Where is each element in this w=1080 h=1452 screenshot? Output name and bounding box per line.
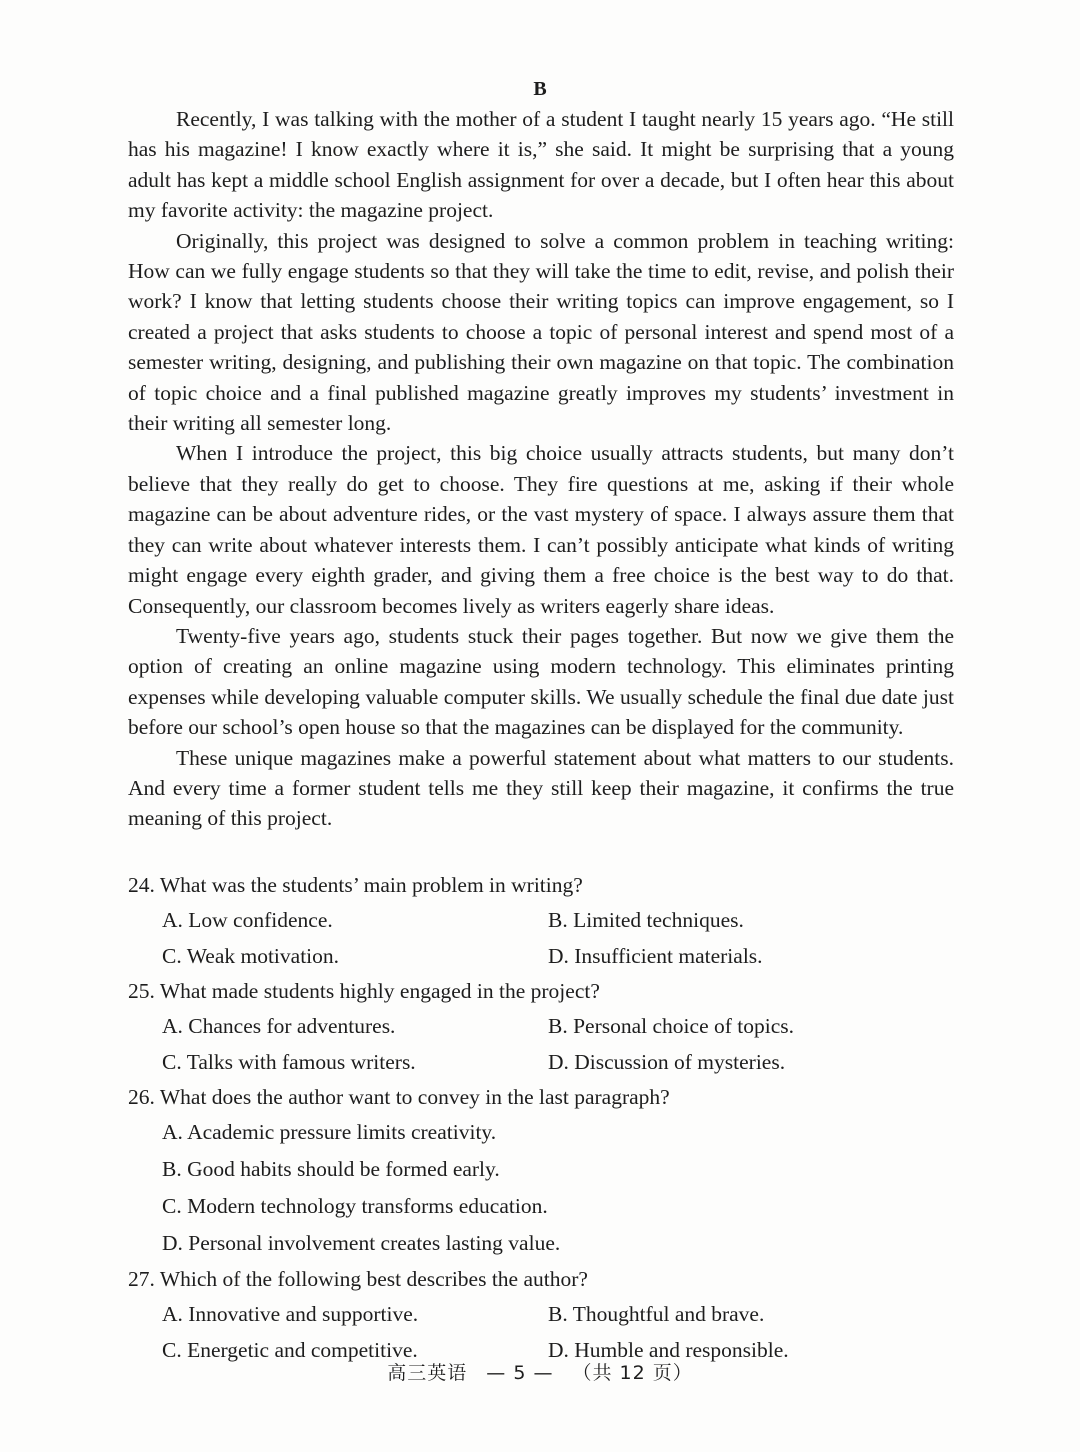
option-a: A. Academic pressure limits creativity. xyxy=(162,1120,497,1144)
option-d: D. Humble and responsible. xyxy=(548,1338,789,1362)
option-row xyxy=(128,1296,954,1332)
option-c: C. Energetic and competitive. xyxy=(162,1338,418,1362)
footer-subject: 高三英语 xyxy=(387,1362,468,1384)
section-label: B xyxy=(533,78,547,100)
option-d: D. Personal involvement creates lasting value. xyxy=(162,1231,561,1255)
paragraph-3: When I introduce the project, this big choice usually attracts students, but many don’t believe that they really do get to choose. They fire questions at me, asking if their whole magazine can be about adventure rides, or the vast mystery of space. I always assure them that they can write about whatever interests them. I can’t possibly anticipate what kinds of writing might engage every eighth grader, and giving them a free choice is the best way to do that. Consequently, our classroom becomes lively as writers eagerly share ideas. xyxy=(128,441,954,618)
question-stem: 27. Which of the following best describes the author? xyxy=(128,1267,588,1291)
page-footer xyxy=(0,1358,1080,1385)
option-b: B. Limited techniques. xyxy=(548,908,744,932)
question-stem: 25. What made students highly engaged in the project? xyxy=(128,979,600,1003)
footer-total-pages: （共 12 页） xyxy=(572,1362,693,1384)
option-row xyxy=(128,1008,954,1044)
option-d: D. Insufficient materials. xyxy=(548,944,763,968)
question-25 xyxy=(128,974,954,1080)
option-a: A. Chances for adventures. xyxy=(162,1014,396,1038)
question-24 xyxy=(128,868,954,974)
question-27 xyxy=(128,1262,954,1368)
option-d: D. Discussion of mysteries. xyxy=(548,1050,786,1074)
option-row xyxy=(128,938,954,974)
option-row xyxy=(128,1044,954,1080)
footer-page-number: — 5 — xyxy=(486,1362,554,1384)
paragraph-1: Recently, I was talking with the mother of a student I taught nearly 15 years ago. “He still has his magazine! I know exactly where it is,” she said. It might be surprising that a young adult has kept a middle school English assignment for over a decade, but I often hear this about my favorite activity: the magazine project. xyxy=(128,107,954,223)
option-row xyxy=(128,902,954,938)
option-a: A. Innovative and supportive. xyxy=(162,1302,419,1326)
option-c: C. Modern technology transforms education. xyxy=(162,1194,548,1218)
option-b: B. Personal choice of topics. xyxy=(548,1014,795,1038)
paragraph-4: Twenty-five years ago, students stuck their pages together. But now we give them the option of creating an online magazine using modern technology. This eliminates printing expenses while developing valuable computer skills. We usually schedule the final due date just before our school’s open house so that the magazines can be displayed for the community. xyxy=(128,623,954,740)
question-stem: 26. What does the author want to convey in the last paragraph? xyxy=(128,1085,670,1109)
option-b: B. Thoughtful and brave. xyxy=(548,1302,765,1326)
option-b: B. Good habits should be formed early. xyxy=(162,1157,500,1181)
question-list xyxy=(128,868,954,1368)
question-26 xyxy=(128,1080,954,1262)
question-stem: 24. What was the students’ main problem in writing? xyxy=(128,873,583,897)
option-a: A. Low confidence. xyxy=(162,908,333,932)
reading-passage xyxy=(128,104,954,834)
paragraph-5: These unique magazines make a powerful statement about what matters to our students. And every time a former student tells me they still keep their magazine, it confirms the true meaning of this project. xyxy=(128,745,954,831)
option-c: C. Talks with famous writers. xyxy=(162,1050,416,1074)
option-c: C. Weak motivation. xyxy=(162,944,340,968)
paragraph-2: Originally, this project was designed to solve a common problem in teaching writing: How can we fully engage students so that they will take the time to edit, revise, and polish their work? I know that letting students choose their writing topics can improve engagement, so I created a project that asks students to choose a topic of personal interest and spend most of a semester writing, designing, and publishing their own magazine on that topic. The combination of topic choice and a final published magazine greatly improves my students’ investment in their writing all semester long. xyxy=(128,228,954,436)
